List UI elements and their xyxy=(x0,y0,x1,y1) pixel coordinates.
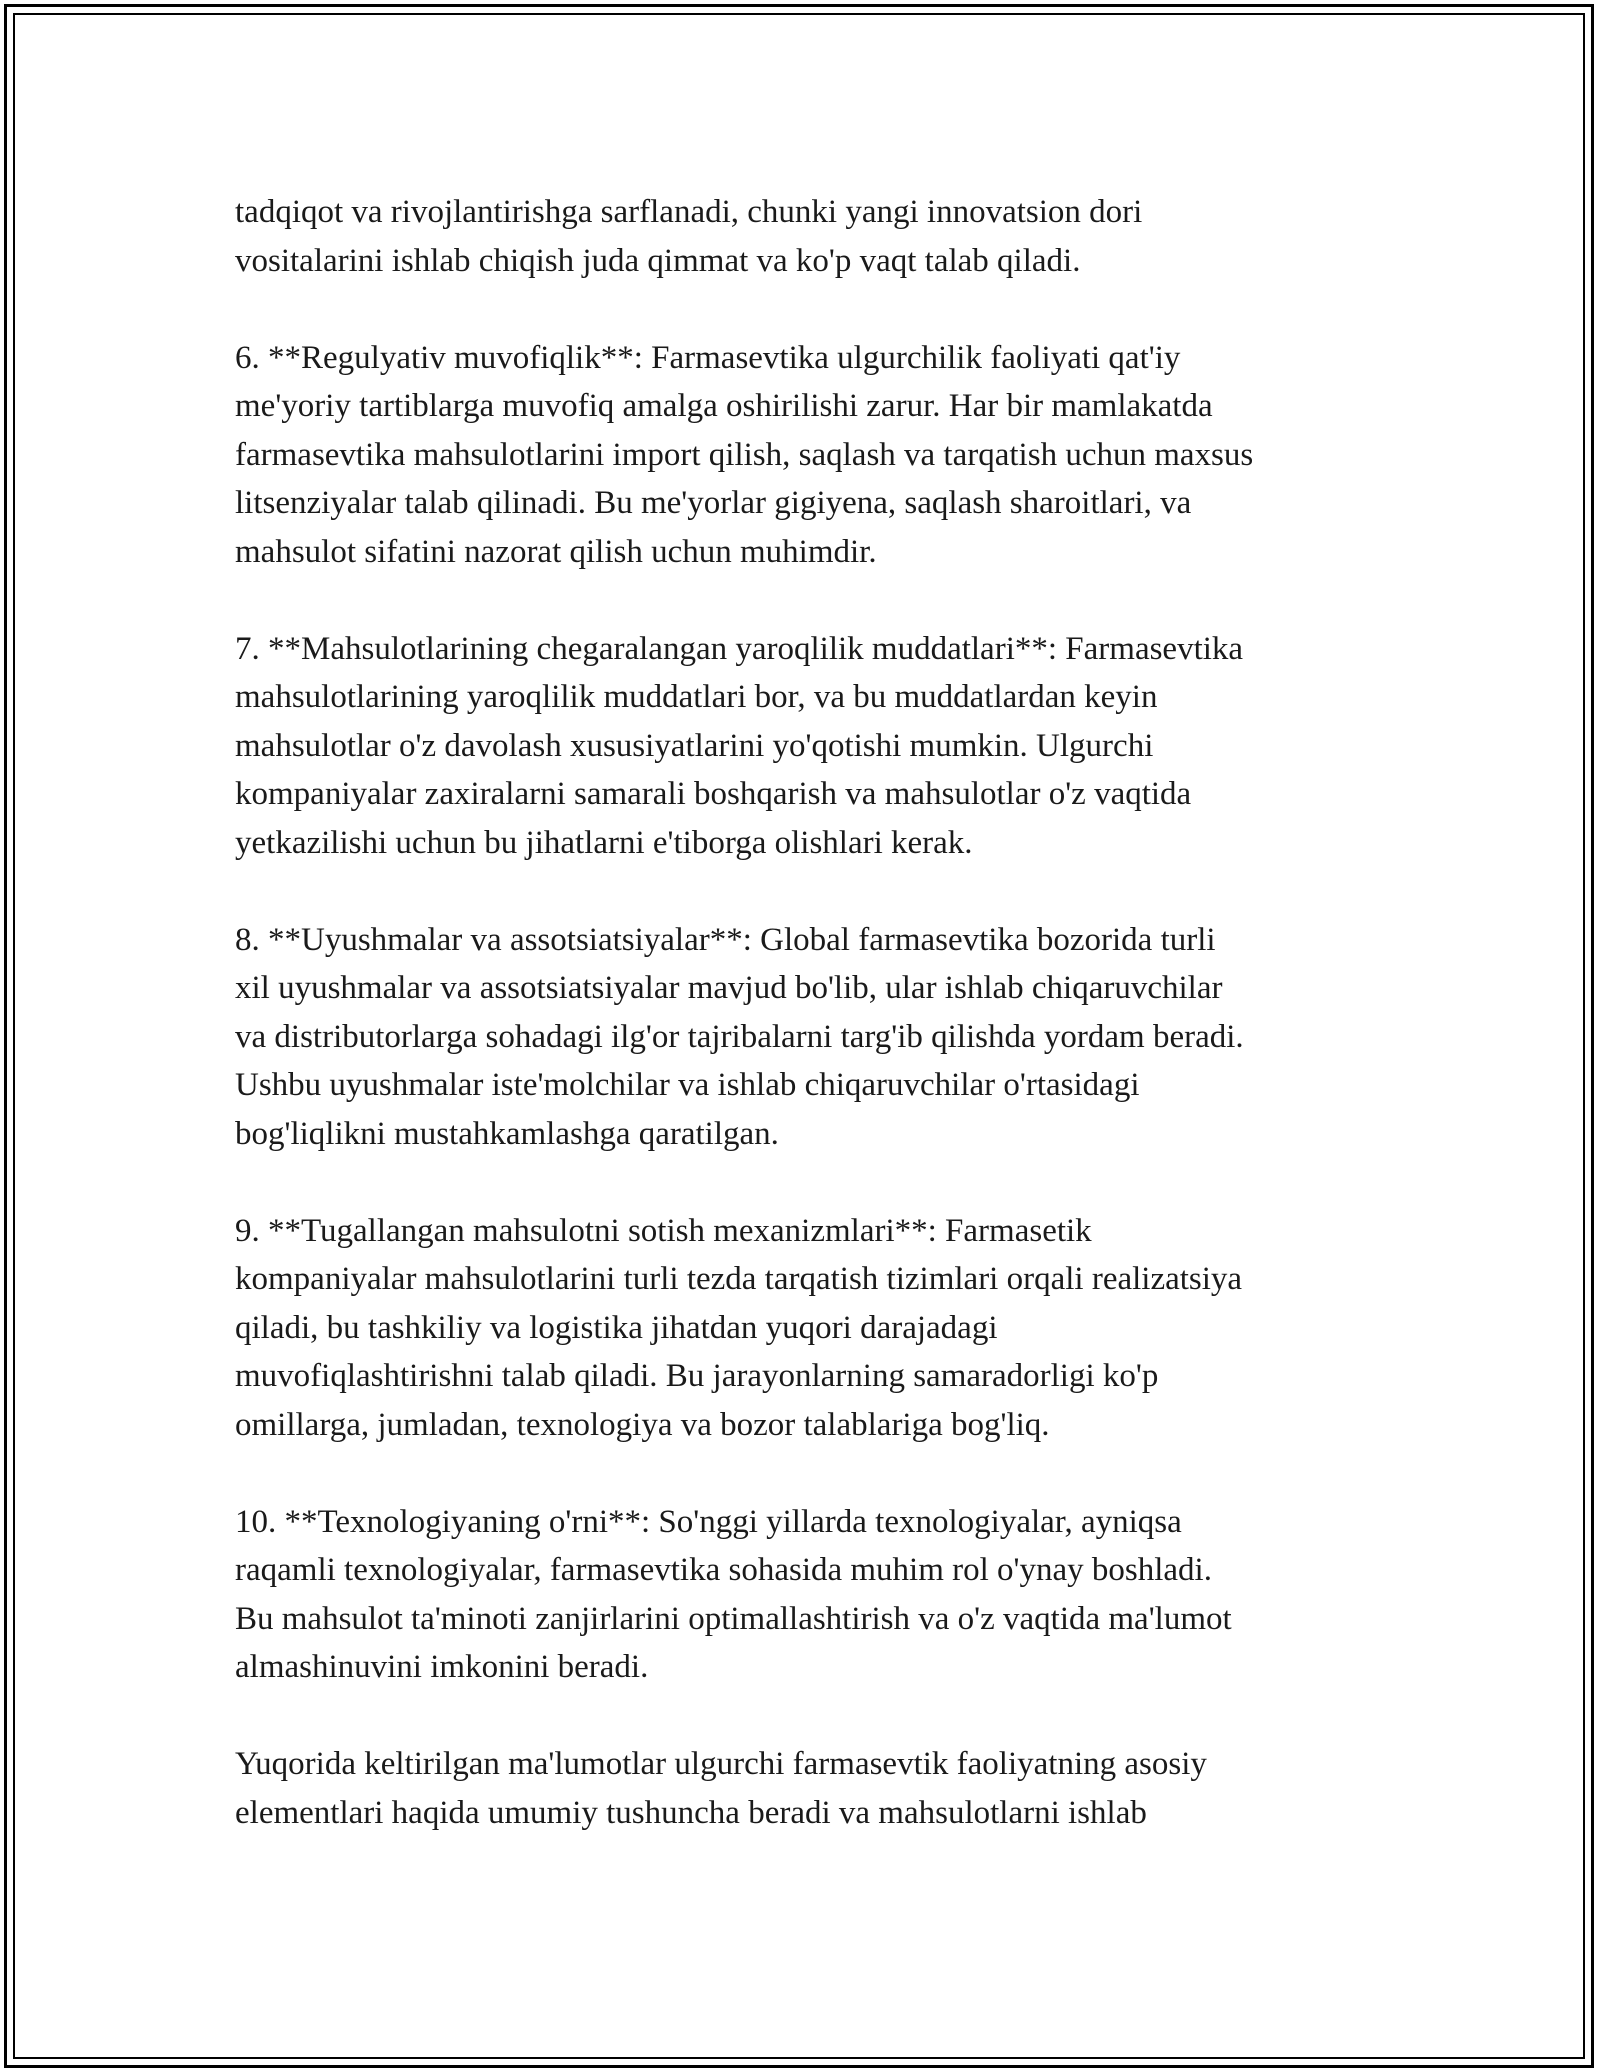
paragraph-summary xyxy=(235,1740,1385,1837)
text-line: kompaniyalar mahsulotlarini turli tezda tarqatish tizimlari orqali realizatsiya xyxy=(235,1261,1243,1297)
paragraph-item-7 xyxy=(235,625,1385,868)
text-line: 10. **Texnologiyaning o'rni**: So'nggi yillarda texnologiyalar, ayniqsa xyxy=(235,1503,1182,1540)
document-body xyxy=(235,188,1385,1837)
text-line: va distributorlarga sohadagi ilg'or tajribalarni targ'ib qilishda yordam beradi. xyxy=(235,1018,1244,1055)
text-line: bog'liqlikni mustahkamlashga qaratilgan. xyxy=(235,1115,779,1152)
text-line: mahsulotlar o'z davolash xususiyatlarini yo'qotishi mumkin. Ulgurchi xyxy=(235,727,1154,764)
paragraph-item-10 xyxy=(235,1498,1385,1692)
text-line: Ushbu uyushmalar iste'molchilar va ishlab chiqaruvchilar o'rtasidagi xyxy=(235,1067,1140,1103)
text-line: kompaniyalar zaxiralarni samarali boshqarish va mahsulotlar o'z vaqtida xyxy=(235,776,1192,812)
text-line: qiladi, bu tashkiliy va logistika jihatdan yuqori darajadagi xyxy=(235,1309,998,1346)
text-line: Yuqorida keltirilgan ma'lumotlar ulgurchi farmasevtik faoliyatning asosiy xyxy=(235,1746,1207,1782)
text-line: litsenziyalar talab qilinadi. Bu me'yorlar gigiyena, saqlash sharoitlari, va xyxy=(235,485,1192,521)
paragraph-item-8 xyxy=(235,916,1385,1159)
paragraph-continuation xyxy=(235,188,1385,285)
text-line: 8. **Uyushmalar va assotsiatsiyalar**: Global farmasevtika bozorida turli xyxy=(235,921,1216,958)
text-line: tadqiqot va rivojlantirishga sarflanadi, chunki yangi innovatsion dori xyxy=(235,194,1143,230)
text-line: me'yoriy tartiblarga muvofiq amalga oshirilishi zarur. Har bir mamlakatda xyxy=(235,388,1213,424)
text-line: farmasevtika mahsulotlarini import qilish, saqlash va tarqatish uchun maxsus xyxy=(235,436,1254,473)
text-line: omillarga, jumladan, texnologiya va bozor talablariga bog'liq. xyxy=(235,1406,1050,1443)
text-line: yetkazilishi uchun bu jihatlarni e'tiborga olishlari kerak. xyxy=(235,824,973,861)
text-line: 7. **Mahsulotlarining chegaralangan yaroqlilik muddatlari**: Farmasevtika xyxy=(235,630,1244,667)
text-line: vositalarini ishlab chiqish juda qimmat va ko'p vaqt talab qiladi. xyxy=(235,242,1081,279)
text-line: 9. **Tugallangan mahsulotni sotish mexanizmlari**: Farmasetik xyxy=(235,1212,1092,1249)
text-line: elementlari haqida umumiy tushuncha beradi va mahsulotlarni ishlab xyxy=(235,1794,1147,1831)
text-line: 6. **Regulyativ muvofiqlik**: Farmasevtika ulgurchilik faoliyati qat'iy xyxy=(235,339,1181,376)
text-line: mahsulot sifatini nazorat qilish uchun muhimdir. xyxy=(235,533,877,570)
paragraph-item-9 xyxy=(235,1207,1385,1450)
text-line: almashinuvini imkonini beradi. xyxy=(235,1649,649,1685)
text-line: muvofiqlashtirishni talab qiladi. Bu jarayonlarning samaradorligi ko'p xyxy=(235,1358,1159,1394)
text-line: mahsulotlarining yaroqlilik muddatlari bor, va bu muddatlardan keyin xyxy=(235,679,1158,715)
paragraph-item-6 xyxy=(235,334,1385,577)
text-line: xil uyushmalar va assotsiatsiyalar mavjud bo'lib, ular ishlab chiqaruvchilar xyxy=(235,970,1223,1006)
text-line: raqamli texnologiyalar, farmasevtika sohasida muhim rol o'ynay boshladi. xyxy=(235,1552,1212,1588)
text-line: Bu mahsulot ta'minoti zanjirlarini optimallashtirish va o'z vaqtida ma'lumot xyxy=(235,1600,1232,1637)
